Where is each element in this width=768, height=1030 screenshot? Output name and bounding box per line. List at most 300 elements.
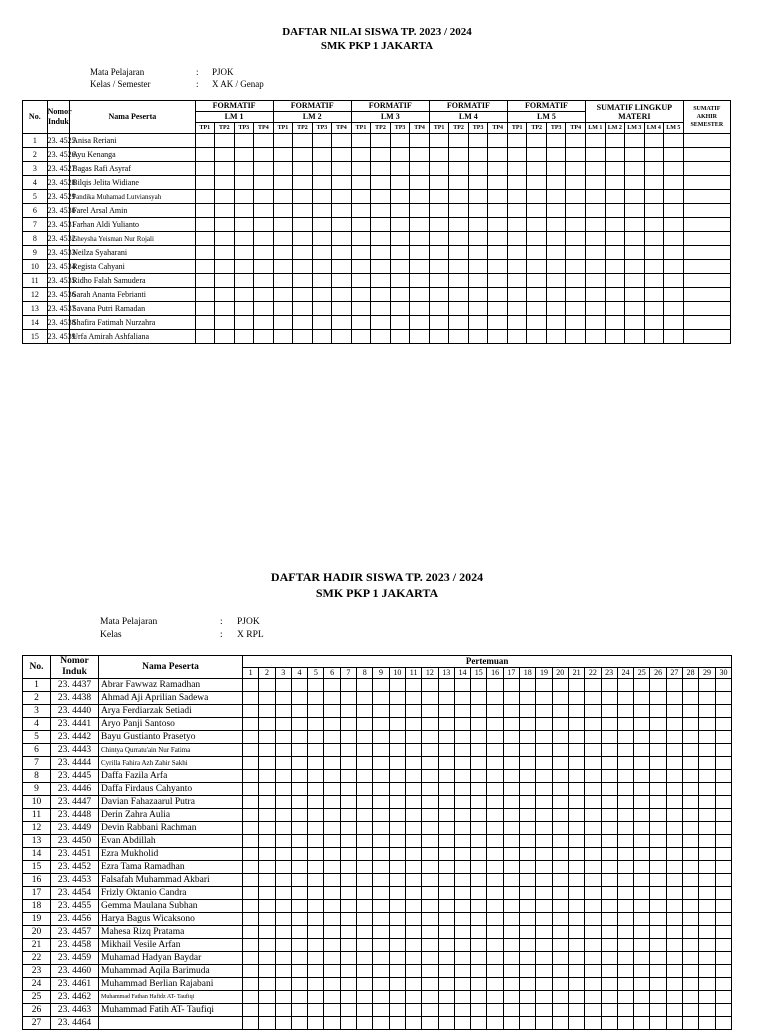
attendance-cell[interactable] [585,848,601,861]
attendance-cell[interactable] [308,718,324,731]
grade-cell[interactable] [371,162,391,176]
grade-cell[interactable] [293,330,313,344]
grade-cell[interactable] [254,246,274,260]
grade-cell[interactable] [195,260,215,274]
attendance-cell[interactable] [617,861,633,874]
attendance-cell[interactable] [340,900,356,913]
attendance-cell[interactable] [634,965,650,978]
attendance-cell[interactable] [585,770,601,783]
grade-cell[interactable] [351,274,371,288]
attendance-cell[interactable] [259,770,275,783]
grade-cell[interactable] [683,246,730,260]
attendance-cell[interactable] [291,757,307,770]
grade-cell[interactable] [273,162,293,176]
grade-cell[interactable] [234,148,254,162]
grade-cell[interactable] [312,162,332,176]
attendance-cell[interactable] [308,757,324,770]
attendance-cell[interactable] [422,679,438,692]
attendance-cell[interactable] [503,848,519,861]
attendance-cell[interactable] [357,900,373,913]
grade-cell[interactable] [488,288,508,302]
attendance-cell[interactable] [259,796,275,809]
attendance-cell[interactable] [617,731,633,744]
attendance-cell[interactable] [552,900,568,913]
attendance-cell[interactable] [552,692,568,705]
grade-cell[interactable] [683,148,730,162]
grade-cell[interactable] [410,148,430,162]
attendance-cell[interactable] [291,887,307,900]
grade-cell[interactable] [195,330,215,344]
grade-cell[interactable] [625,162,645,176]
attendance-cell[interactable] [650,874,666,887]
attendance-cell[interactable] [275,822,291,835]
attendance-cell[interactable] [520,874,536,887]
grade-cell[interactable] [605,260,625,274]
attendance-cell[interactable] [308,783,324,796]
attendance-cell[interactable] [389,783,405,796]
attendance-cell[interactable] [373,744,389,757]
attendance-cell[interactable] [568,809,584,822]
attendance-cell[interactable] [422,848,438,861]
grade-cell[interactable] [546,260,566,274]
attendance-cell[interactable] [454,913,470,926]
grade-cell[interactable] [605,246,625,260]
grade-cell[interactable] [664,246,684,260]
attendance-cell[interactable] [683,718,699,731]
attendance-cell[interactable] [291,796,307,809]
attendance-cell[interactable] [357,744,373,757]
grade-cell[interactable] [566,330,586,344]
attendance-cell[interactable] [601,913,617,926]
attendance-cell[interactable] [503,900,519,913]
attendance-cell[interactable] [308,796,324,809]
attendance-cell[interactable] [585,978,601,991]
attendance-cell[interactable] [259,783,275,796]
attendance-cell[interactable] [552,861,568,874]
grade-cell[interactable] [312,316,332,330]
attendance-cell[interactable] [650,991,666,1004]
attendance-cell[interactable] [650,679,666,692]
grade-cell[interactable] [195,162,215,176]
attendance-cell[interactable] [243,718,259,731]
attendance-cell[interactable] [291,900,307,913]
attendance-cell[interactable] [422,744,438,757]
grade-cell[interactable] [410,204,430,218]
grade-cell[interactable] [507,190,527,204]
attendance-cell[interactable] [568,1017,584,1030]
grade-cell[interactable] [566,302,586,316]
attendance-cell[interactable] [617,887,633,900]
attendance-cell[interactable] [291,744,307,757]
attendance-cell[interactable] [243,900,259,913]
attendance-cell[interactable] [373,887,389,900]
grade-cell[interactable] [507,134,527,148]
attendance-cell[interactable] [389,900,405,913]
grade-cell[interactable] [254,302,274,316]
grade-cell[interactable] [566,176,586,190]
attendance-cell[interactable] [308,835,324,848]
attendance-cell[interactable] [487,783,503,796]
attendance-cell[interactable] [243,796,259,809]
attendance-cell[interactable] [552,757,568,770]
attendance-cell[interactable] [259,1017,275,1030]
attendance-cell[interactable] [324,991,340,1004]
attendance-cell[interactable] [552,965,568,978]
attendance-cell[interactable] [243,939,259,952]
attendance-cell[interactable] [568,835,584,848]
grade-cell[interactable] [312,176,332,190]
grade-cell[interactable] [644,190,664,204]
grade-cell[interactable] [195,288,215,302]
grade-cell[interactable] [605,176,625,190]
attendance-cell[interactable] [291,952,307,965]
attendance-cell[interactable] [552,679,568,692]
grade-cell[interactable] [605,232,625,246]
attendance-cell[interactable] [471,887,487,900]
attendance-cell[interactable] [422,991,438,1004]
attendance-cell[interactable] [552,939,568,952]
grade-cell[interactable] [586,302,606,316]
grade-cell[interactable] [644,218,664,232]
attendance-cell[interactable] [552,913,568,926]
grade-cell[interactable] [507,302,527,316]
attendance-cell[interactable] [715,757,732,770]
grade-cell[interactable] [293,204,313,218]
attendance-cell[interactable] [405,809,421,822]
grade-cell[interactable] [390,134,410,148]
attendance-cell[interactable] [243,783,259,796]
grade-cell[interactable] [507,274,527,288]
grade-cell[interactable] [293,288,313,302]
attendance-cell[interactable] [634,1004,650,1017]
attendance-cell[interactable] [422,1017,438,1030]
grade-cell[interactable] [254,134,274,148]
attendance-cell[interactable] [405,1017,421,1030]
grade-cell[interactable] [664,316,684,330]
grade-cell[interactable] [605,288,625,302]
attendance-cell[interactable] [520,744,536,757]
attendance-cell[interactable] [357,952,373,965]
attendance-cell[interactable] [438,744,454,757]
grade-cell[interactable] [488,330,508,344]
attendance-cell[interactable] [291,848,307,861]
grade-cell[interactable] [566,246,586,260]
attendance-cell[interactable] [357,978,373,991]
attendance-cell[interactable] [699,692,715,705]
grade-cell[interactable] [371,176,391,190]
attendance-cell[interactable] [634,744,650,757]
attendance-cell[interactable] [275,757,291,770]
attendance-cell[interactable] [454,1004,470,1017]
attendance-cell[interactable] [243,952,259,965]
attendance-cell[interactable] [422,770,438,783]
grade-cell[interactable] [390,148,410,162]
grade-cell[interactable] [566,288,586,302]
attendance-cell[interactable] [715,744,732,757]
attendance-cell[interactable] [617,913,633,926]
attendance-cell[interactable] [503,783,519,796]
grade-cell[interactable] [273,316,293,330]
grade-cell[interactable] [566,148,586,162]
grade-cell[interactable] [351,260,371,274]
grade-cell[interactable] [546,190,566,204]
grade-cell[interactable] [507,246,527,260]
attendance-cell[interactable] [373,861,389,874]
grade-cell[interactable] [332,274,352,288]
grade-cell[interactable] [273,176,293,190]
grade-cell[interactable] [683,330,730,344]
attendance-cell[interactable] [536,731,552,744]
attendance-cell[interactable] [487,718,503,731]
attendance-cell[interactable] [405,679,421,692]
attendance-cell[interactable] [503,770,519,783]
attendance-cell[interactable] [454,796,470,809]
attendance-cell[interactable] [373,783,389,796]
attendance-cell[interactable] [357,783,373,796]
attendance-cell[interactable] [634,731,650,744]
grade-cell[interactable] [195,316,215,330]
attendance-cell[interactable] [699,796,715,809]
attendance-cell[interactable] [520,796,536,809]
attendance-cell[interactable] [699,965,715,978]
grade-cell[interactable] [351,162,371,176]
attendance-cell[interactable] [601,874,617,887]
attendance-cell[interactable] [536,965,552,978]
attendance-cell[interactable] [422,783,438,796]
attendance-cell[interactable] [699,861,715,874]
attendance-cell[interactable] [552,952,568,965]
grade-cell[interactable] [527,190,547,204]
attendance-cell[interactable] [471,757,487,770]
grade-cell[interactable] [410,274,430,288]
attendance-cell[interactable] [683,835,699,848]
grade-cell[interactable] [234,260,254,274]
attendance-cell[interactable] [699,822,715,835]
attendance-cell[interactable] [259,848,275,861]
attendance-cell[interactable] [275,809,291,822]
attendance-cell[interactable] [568,848,584,861]
grade-cell[interactable] [234,246,254,260]
attendance-cell[interactable] [340,679,356,692]
attendance-cell[interactable] [243,731,259,744]
grade-cell[interactable] [605,218,625,232]
attendance-cell[interactable] [438,1004,454,1017]
grade-cell[interactable] [273,330,293,344]
attendance-cell[interactable] [275,874,291,887]
attendance-cell[interactable] [373,796,389,809]
grade-cell[interactable] [429,190,449,204]
attendance-cell[interactable] [699,1004,715,1017]
attendance-cell[interactable] [389,926,405,939]
attendance-cell[interactable] [340,692,356,705]
attendance-cell[interactable] [568,926,584,939]
grade-cell[interactable] [468,232,488,246]
attendance-cell[interactable] [373,692,389,705]
attendance-cell[interactable] [552,887,568,900]
attendance-cell[interactable] [389,809,405,822]
grade-cell[interactable] [293,246,313,260]
attendance-cell[interactable] [634,783,650,796]
attendance-cell[interactable] [340,770,356,783]
grade-cell[interactable] [215,274,235,288]
attendance-cell[interactable] [454,835,470,848]
attendance-cell[interactable] [699,848,715,861]
attendance-cell[interactable] [471,783,487,796]
attendance-cell[interactable] [357,718,373,731]
grade-cell[interactable] [625,316,645,330]
attendance-cell[interactable] [405,978,421,991]
attendance-cell[interactable] [601,861,617,874]
grade-cell[interactable] [586,260,606,274]
attendance-cell[interactable] [389,978,405,991]
attendance-cell[interactable] [243,848,259,861]
attendance-cell[interactable] [243,744,259,757]
grade-cell[interactable] [664,134,684,148]
attendance-cell[interactable] [568,991,584,1004]
attendance-cell[interactable] [389,952,405,965]
attendance-cell[interactable] [405,887,421,900]
attendance-cell[interactable] [715,913,732,926]
attendance-cell[interactable] [275,705,291,718]
attendance-cell[interactable] [536,991,552,1004]
attendance-cell[interactable] [308,913,324,926]
attendance-cell[interactable] [666,783,682,796]
grade-cell[interactable] [507,260,527,274]
grade-cell[interactable] [605,204,625,218]
grade-cell[interactable] [527,260,547,274]
grade-cell[interactable] [586,232,606,246]
attendance-cell[interactable] [324,835,340,848]
attendance-cell[interactable] [357,913,373,926]
attendance-cell[interactable] [650,939,666,952]
attendance-cell[interactable] [438,835,454,848]
attendance-cell[interactable] [568,1004,584,1017]
attendance-cell[interactable] [601,796,617,809]
attendance-cell[interactable] [666,1004,682,1017]
grade-cell[interactable] [507,330,527,344]
attendance-cell[interactable] [340,744,356,757]
grade-cell[interactable] [390,218,410,232]
attendance-cell[interactable] [568,705,584,718]
grade-cell[interactable] [683,302,730,316]
attendance-cell[interactable] [487,900,503,913]
grade-cell[interactable] [625,246,645,260]
attendance-cell[interactable] [275,900,291,913]
attendance-cell[interactable] [438,809,454,822]
grade-cell[interactable] [683,260,730,274]
attendance-cell[interactable] [373,991,389,1004]
attendance-cell[interactable] [373,809,389,822]
attendance-cell[interactable] [552,978,568,991]
attendance-cell[interactable] [324,705,340,718]
attendance-cell[interactable] [389,1017,405,1030]
grade-cell[interactable] [351,302,371,316]
attendance-cell[interactable] [585,692,601,705]
attendance-cell[interactable] [568,900,584,913]
attendance-cell[interactable] [520,809,536,822]
attendance-cell[interactable] [357,926,373,939]
attendance-cell[interactable] [617,874,633,887]
attendance-cell[interactable] [683,952,699,965]
attendance-cell[interactable] [389,848,405,861]
grade-cell[interactable] [429,148,449,162]
attendance-cell[interactable] [259,809,275,822]
attendance-cell[interactable] [617,744,633,757]
attendance-cell[interactable] [357,757,373,770]
grade-cell[interactable] [390,176,410,190]
attendance-cell[interactable] [715,939,732,952]
attendance-cell[interactable] [650,770,666,783]
attendance-cell[interactable] [275,965,291,978]
attendance-cell[interactable] [666,731,682,744]
grade-cell[interactable] [566,232,586,246]
attendance-cell[interactable] [308,1004,324,1017]
attendance-cell[interactable] [503,926,519,939]
attendance-cell[interactable] [422,887,438,900]
grade-cell[interactable] [215,232,235,246]
grade-cell[interactable] [254,190,274,204]
attendance-cell[interactable] [373,926,389,939]
attendance-cell[interactable] [552,1017,568,1030]
grade-cell[interactable] [273,274,293,288]
grade-cell[interactable] [371,246,391,260]
attendance-cell[interactable] [454,705,470,718]
grade-cell[interactable] [332,190,352,204]
grade-cell[interactable] [449,218,469,232]
attendance-cell[interactable] [520,692,536,705]
grade-cell[interactable] [468,218,488,232]
attendance-cell[interactable] [471,874,487,887]
grade-cell[interactable] [586,316,606,330]
attendance-cell[interactable] [650,978,666,991]
attendance-cell[interactable] [291,1004,307,1017]
attendance-cell[interactable] [715,978,732,991]
grade-cell[interactable] [488,260,508,274]
attendance-cell[interactable] [503,861,519,874]
attendance-cell[interactable] [601,718,617,731]
attendance-cell[interactable] [243,861,259,874]
grade-cell[interactable] [293,232,313,246]
grade-cell[interactable] [273,134,293,148]
attendance-cell[interactable] [503,679,519,692]
grade-cell[interactable] [234,176,254,190]
attendance-cell[interactable] [650,757,666,770]
attendance-cell[interactable] [291,913,307,926]
grade-cell[interactable] [195,232,215,246]
attendance-cell[interactable] [389,770,405,783]
attendance-cell[interactable] [666,822,682,835]
attendance-cell[interactable] [487,965,503,978]
grade-cell[interactable] [410,218,430,232]
grade-cell[interactable] [586,246,606,260]
attendance-cell[interactable] [617,939,633,952]
grade-cell[interactable] [215,162,235,176]
attendance-cell[interactable] [601,822,617,835]
attendance-cell[interactable] [357,731,373,744]
attendance-cell[interactable] [405,718,421,731]
attendance-cell[interactable] [487,848,503,861]
grade-cell[interactable] [371,330,391,344]
attendance-cell[interactable] [357,1017,373,1030]
grade-cell[interactable] [488,148,508,162]
attendance-cell[interactable] [291,874,307,887]
attendance-cell[interactable] [683,1004,699,1017]
attendance-cell[interactable] [324,744,340,757]
attendance-cell[interactable] [536,679,552,692]
attendance-cell[interactable] [683,796,699,809]
attendance-cell[interactable] [503,705,519,718]
attendance-cell[interactable] [308,939,324,952]
